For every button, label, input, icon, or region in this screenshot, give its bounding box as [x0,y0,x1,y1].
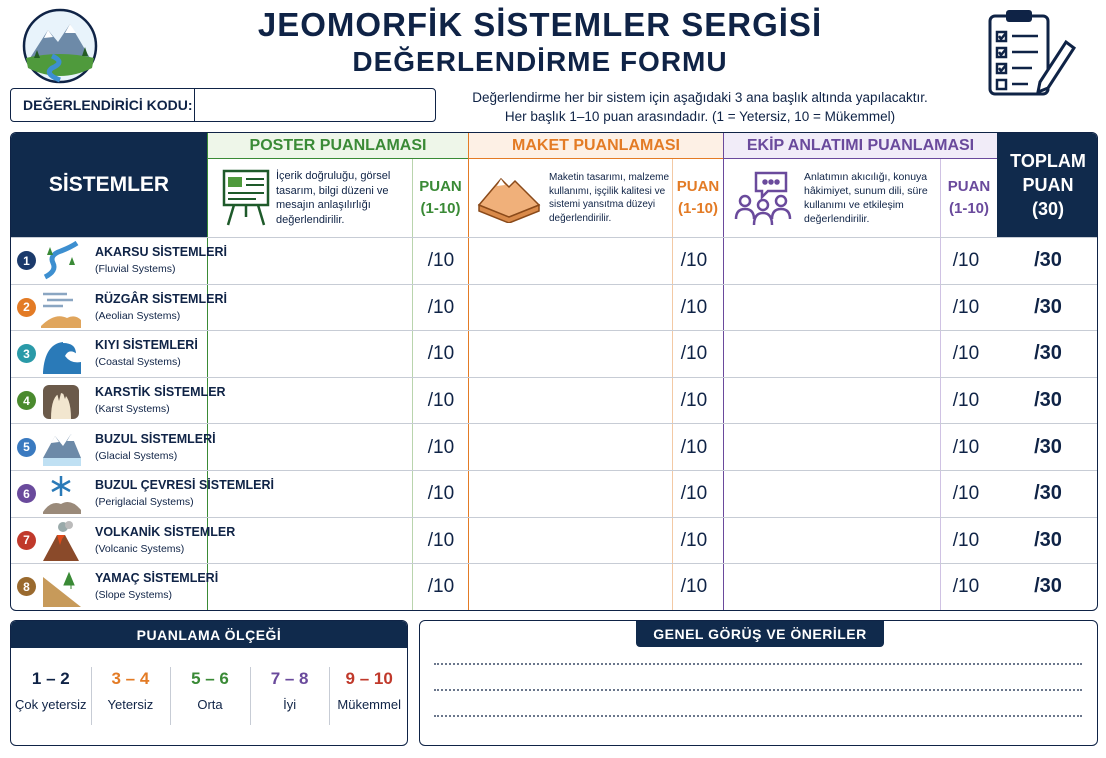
poster-score-cell[interactable]: /10 [427,250,455,272]
instruction-line: Değerlendirme her bir sistem için aşağıdaki 3 ana başlık altında yapılacaktır. [472,90,928,105]
scale-item [11,669,91,712]
scale-label: Çok yetersiz [15,697,87,712]
system-name: BUZUL SİSTEMLERİ [95,431,216,446]
team-score-cell[interactable]: /10 [952,250,980,272]
volcano-icon [41,521,81,561]
score-label: PUAN [947,178,991,195]
model-score-cell[interactable]: /10 [680,296,708,318]
system-english-name: (Volcanic Systems) [95,542,185,555]
poster-description: İçerik doğruluğu, görsel tasarım, bilgi düzeni ve mesajın anlaşılırlığı değerlendirilir. [276,170,391,226]
wave-icon [41,334,81,374]
scale-divider [91,667,92,725]
system-name: VOLKANİK SİSTEMLER [95,524,236,539]
cave-icon [41,381,81,421]
score-range: (1-10) [948,200,989,217]
team-score-cell[interactable]: /10 [952,390,980,412]
evaluator-code-label: DEĞERLENDİRİCİ KODU: [11,89,195,121]
comments-box [419,620,1098,746]
slope-icon [41,567,81,607]
system-name: YAMAÇ SİSTEMLERİ [95,571,219,586]
table-row [11,563,1098,609]
systems-header: SİSTEMLER [11,133,207,237]
team-score-cell[interactable]: /10 [952,483,980,505]
team-score-cell[interactable]: /10 [952,436,980,458]
total-header [997,133,1098,237]
total-header-line: (30) [1031,199,1064,219]
team-score-cell[interactable]: /10 [952,529,980,551]
model-score-cell[interactable]: /10 [680,576,708,598]
poster-score-cell[interactable]: /10 [427,390,455,412]
system-english-name: (Karst Systems) [95,403,170,416]
system-english-name: (Fluvial Systems) [95,263,176,276]
row-number-badge: 1 [17,251,36,270]
comment-line[interactable] [434,663,1082,665]
poster-score-cell[interactable]: /10 [427,529,455,551]
scale-range: 7 – 8 [270,669,309,688]
model-section-title: MAKET PUANLAMASI [469,133,723,159]
scale-item [91,669,171,712]
poster-score-cell[interactable]: /10 [427,576,455,598]
model-score-cell[interactable]: /10 [680,483,708,505]
instructions [440,88,960,126]
score-range: (1-10) [420,200,461,217]
wind-dune-icon [41,288,81,328]
scale-item [329,669,408,712]
score-label: PUAN [419,178,462,195]
total-score-cell[interactable]: /30 [1034,435,1062,458]
scoring-table [10,132,1098,611]
poster-score-header [412,159,469,237]
row-number-badge: 5 [17,438,36,457]
comment-line[interactable] [434,689,1082,691]
model-score-cell[interactable]: /10 [680,250,708,272]
system-name: KIYI SİSTEMLERİ [95,338,198,353]
evaluator-code-field[interactable] [195,89,435,121]
table-row [11,423,1098,469]
scale-label: Yetersiz [107,697,154,712]
system-english-name: (Periglacial Systems) [95,496,194,509]
row-number-badge: 6 [17,484,36,503]
total-score-cell[interactable]: /30 [1034,342,1062,365]
scale-label: Orta [197,697,223,712]
poster-score-cell[interactable]: /10 [427,436,455,458]
scale-range: 3 – 4 [111,669,150,688]
table-row [11,237,1098,283]
team-section-title: EKİP ANLATIMI PUANLAMASI [724,133,997,159]
poster-score-cell[interactable]: /10 [427,483,455,505]
team-score-header [940,159,998,237]
table-row [11,470,1098,516]
table-row [11,284,1098,330]
total-score-cell[interactable]: /30 [1034,482,1062,505]
poster-score-cell[interactable]: /10 [427,296,455,318]
team-score-cell[interactable]: /10 [952,343,980,365]
model-score-cell[interactable]: /10 [680,529,708,551]
mountain-model-icon [475,173,543,223]
glacier-icon [41,428,81,468]
total-header-line: TOPLAM [1010,151,1086,171]
model-score-cell[interactable]: /10 [680,343,708,365]
mountain-river-logo-icon [22,8,98,84]
scale-range: 5 – 6 [191,669,229,688]
system-name: RÜZGÂR SİSTEMLERİ [95,291,227,306]
team-score-cell[interactable]: /10 [952,576,980,598]
model-score-header [672,159,724,237]
total-score-cell[interactable]: /30 [1034,249,1062,272]
page-title: JEOMORFİK SİSTEMLER SERGİSİ [257,6,823,43]
model-description: Maketin tasarımı, malzeme kullanımı, işçilik kalitesi ve sistemi yansıtma düzeyi değerlendirilir. [549,172,670,224]
scale-label: İyi [283,697,297,712]
scale-divider [170,667,171,725]
table-row [11,377,1098,423]
page-subtitle: DEĞERLENDİRME FORMU [352,46,728,77]
model-score-cell[interactable]: /10 [680,390,708,412]
team-score-cell[interactable]: /10 [952,296,980,318]
system-english-name: (Slope Systems) [95,589,173,602]
row-number-badge: 7 [17,531,36,550]
scale-item [250,669,330,712]
scale-divider [329,667,330,725]
row-number-badge: 8 [17,577,36,596]
scale-range: 9 – 10 [345,669,393,688]
evaluator-code-box [10,88,436,122]
system-name: KARSTİK SİSTEMLER [95,385,226,400]
clipboard-checklist-icon [982,6,1078,102]
scale-item [170,669,250,712]
system-name: BUZUL ÇEVRESİ SİSTEMLERİ [95,478,274,493]
table-row [11,517,1098,563]
poster-icon [220,167,272,227]
total-score-cell[interactable]: /30 [1034,389,1062,412]
total-score-cell[interactable]: /30 [1034,575,1062,598]
scale-divider [250,667,251,725]
model-score-cell[interactable]: /10 [680,436,708,458]
score-label: PUAN [676,178,720,195]
scale-range: 1 – 2 [31,669,70,688]
system-name: AKARSU SİSTEMLERİ [95,245,227,260]
snowflake-icon [41,474,81,514]
instruction-line: Her başlık 1–10 puan arasındadır. (1 = Yetersiz, 10 = Mükemmel) [504,109,896,124]
system-english-name: (Coastal Systems) [95,356,181,369]
total-score-cell[interactable]: /30 [1034,528,1062,551]
system-english-name: (Aeolian Systems) [95,309,181,322]
total-header-line: PUAN [1022,175,1074,195]
row-number-badge: 3 [17,344,36,363]
scoring-scale-title: PUANLAMA ÖLÇEĞİ [11,621,407,648]
row-number-badge: 4 [17,391,36,410]
river-icon [41,241,81,281]
team-presentation-icon [734,171,792,227]
scale-label: Mükemmel [337,697,401,712]
table-row [11,330,1098,376]
poster-section-title: POSTER PUANLAMASI [208,133,468,159]
comments-title: GENEL GÖRÜŞ VE ÖNERİLER [636,621,884,647]
team-description: Anlatımın akıcılığı, konuya hâkimiyet, sunum dili, süre kullanımı ve etkileşim değerlendirilir. [804,171,928,225]
comment-line[interactable] [434,715,1082,717]
scoring-scale-box [10,620,408,746]
system-english-name: (Glacial Systems) [95,449,178,462]
score-range: (1-10) [677,200,718,217]
row-number-badge: 2 [17,298,36,317]
poster-score-cell[interactable]: /10 [427,343,455,365]
total-score-cell[interactable]: /30 [1034,295,1062,318]
